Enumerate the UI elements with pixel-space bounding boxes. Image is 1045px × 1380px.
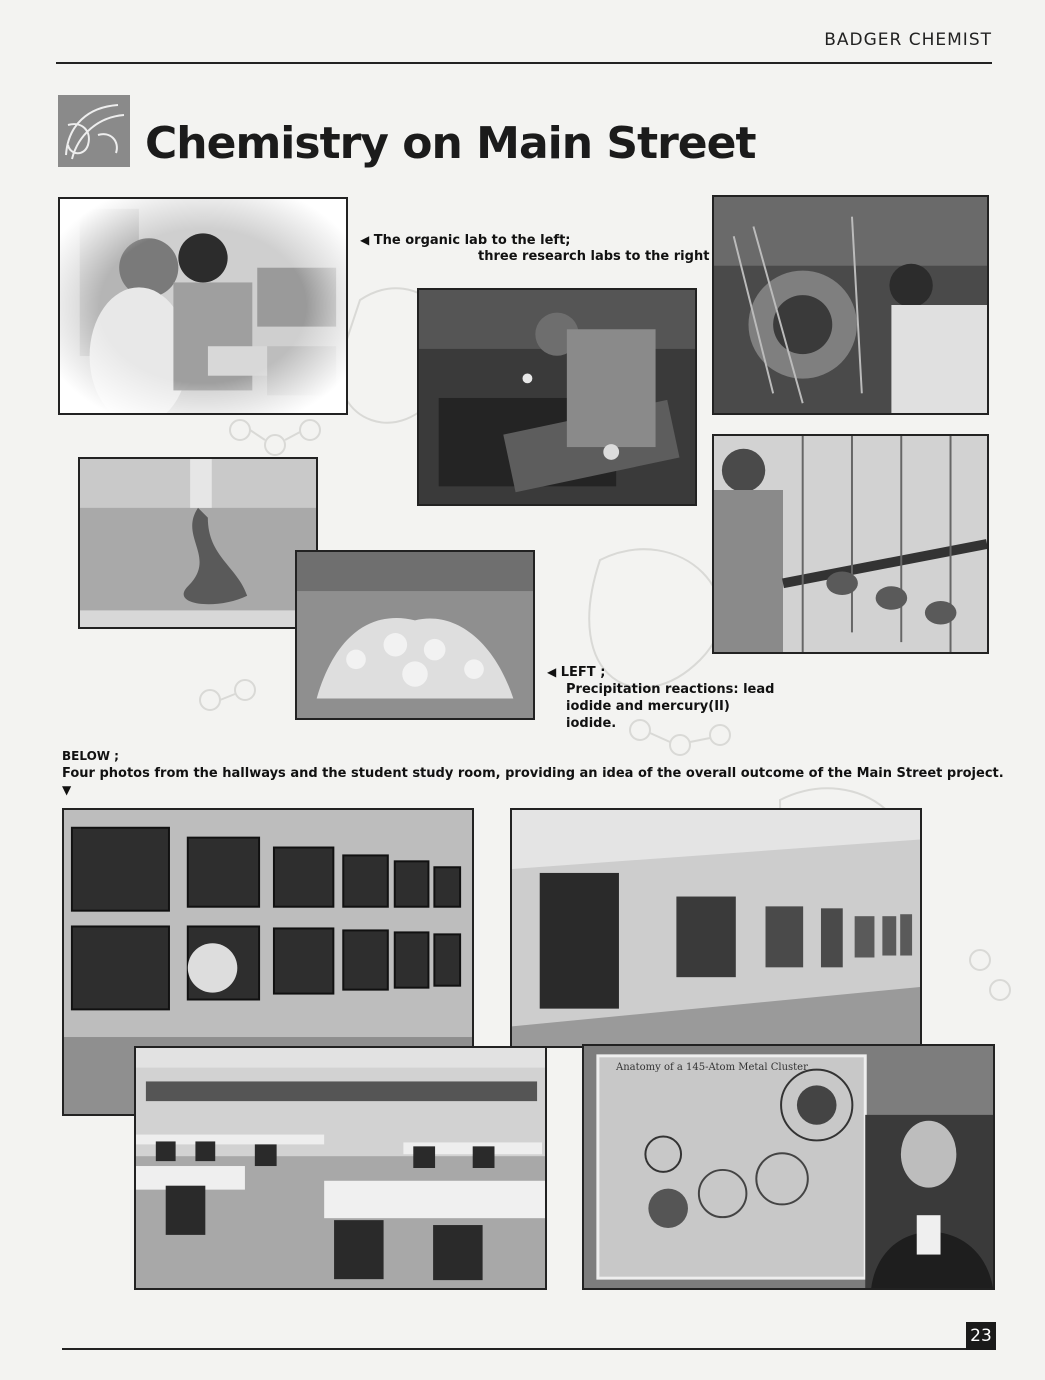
photo-precipitation-lead-iodide: [78, 457, 318, 629]
photo-hallway-posters: [510, 808, 922, 1048]
labs-caption-text2: three research labs to the right: [478, 249, 710, 264]
precipitation-caption-line1: Precipitation reactions: lead: [566, 682, 775, 697]
leaf-swirl-icon: [58, 95, 130, 167]
poster-title: Anatomy of a 145-Atom Metal Cluster: [616, 1062, 808, 1073]
labs-caption-line2: [478, 248, 723, 265]
photo-student-study-room: [134, 1046, 547, 1290]
below-caption: [62, 748, 1004, 799]
arrow-left-icon: ◀: [547, 665, 557, 679]
page-number: 23: [966, 1322, 996, 1350]
photo-research-lab-glassware: [712, 434, 989, 654]
running-head: BADGER CHEMIST: [824, 30, 992, 50]
below-label: BELOW ;: [62, 749, 119, 763]
footer-rule: [62, 1348, 966, 1350]
page-title: Chemistry on Main Street: [145, 118, 756, 169]
arrow-left-icon: ◀: [360, 233, 370, 247]
header-rule: [56, 62, 992, 64]
labs-caption-text1: The organic lab to the left;: [373, 233, 571, 248]
photo-research-lab-vacuum: [712, 195, 989, 415]
labs-caption-line1: [360, 232, 570, 249]
left-label: LEFT ;: [560, 665, 606, 680]
precipitation-caption: [547, 664, 777, 732]
arrow-down-icon: ▼: [62, 783, 72, 797]
photo-organic-lab: [58, 197, 348, 415]
photo-metal-cluster-poster: [582, 1044, 995, 1290]
precipitation-caption-label: [547, 664, 777, 681]
precipitation-caption-line2: iodide and mercury(II) iodide.: [566, 699, 730, 731]
below-text: Four photos from the hallways and the student study room, providing an idea of the overall outcome of the Main Street project.: [62, 766, 1004, 781]
photo-research-lab-laser: [417, 288, 697, 506]
photo-precipitation-mercury-iodide: [295, 550, 535, 720]
